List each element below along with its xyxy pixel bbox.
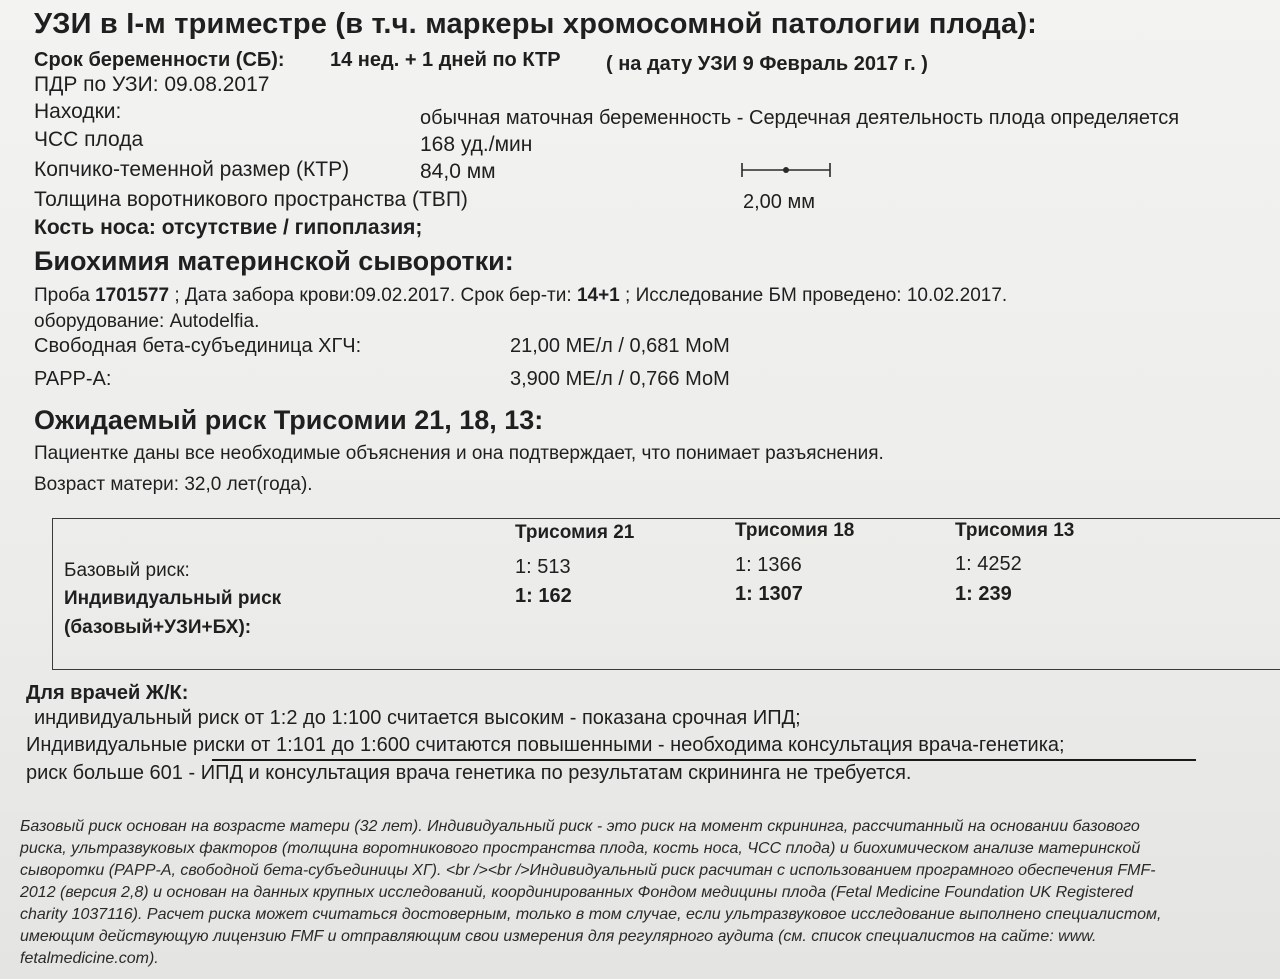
nt-label: Толщина воротникового пространства (ТВП) <box>34 188 468 211</box>
col-trisomy-18: Трисомия 18 <box>735 520 855 541</box>
risk-heading: Ожидаемый риск Трисомии 21, 18, 13: <box>34 405 544 435</box>
consent-line: Пациентке даны все необходимые объяснения и она подтверждает, что понимает разъяснения. <box>34 443 884 464</box>
individual-risk-sublabel: (базовый+УЗИ+БХ): <box>64 617 252 638</box>
sample-term: 14+1 <box>576 285 620 306</box>
footnote-line: имеющим действующую лицензию FMF и отправляющим свои измерения для регулярного аудита (см. список специалистов на сайте: www. <box>20 928 1097 945</box>
mother-age-line: Возраст матери: 32,0 лет(года). <box>34 474 313 495</box>
individual-risk-t21: 1: 162 <box>515 585 572 607</box>
footnote-line: 2012 (версия 2,8) и основан на данных крупных исследований, координированных Фондом медицины плода (Fetal Medicine Foundation UK Registered <box>20 884 1133 901</box>
biochem-heading: Биохимия материнской сыворотки: <box>34 246 514 276</box>
measurement-scale-icon <box>740 160 832 180</box>
footnote-line: fetalmedicine.com). <box>20 950 159 967</box>
fhr-value: 168 уд./мин <box>420 133 533 156</box>
sample-tail: ; Исследование БМ проведено: 10.02.2017. <box>619 285 1008 306</box>
gestation-value: 14 нед. + 1 дней по КТР <box>330 49 561 71</box>
hcg-label: Свободная бета-субъединица ХГЧ: <box>34 335 362 357</box>
nasal-bone-line: Кость носа: отсутствие / гипоплазия; <box>34 216 423 239</box>
sample-details: ; Дата забора крови:09.02.2017. Срок бер-ти: <box>169 285 577 306</box>
base-risk-t13: 1: 4252 <box>955 553 1022 575</box>
footnote-line: риска, ультразвуковых факторов (толщина воротникового пространства плода, кость носа, ЧСС плода) и биохимическом анализе материнской <box>20 840 1141 857</box>
footnote-line: Базовый риск основан на возрасте матери (32 лет). Индивидуальный риск - это риск на момент скрининга, рассчитанный на основании базового <box>20 818 1140 835</box>
doctors-line-high: индивидуальный риск от 1:2 до 1:100 считается высоким - показана срочная ИПД; <box>34 707 801 729</box>
nt-value: 2,00 мм <box>743 191 815 213</box>
sample-id: 1701577 <box>95 285 170 306</box>
finding-value: обычная маточная беременность - Сердечная деятельность плода определяется <box>420 107 1180 129</box>
base-risk-t21: 1: 513 <box>515 556 571 578</box>
fhr-label: ЧСС плода <box>34 128 144 151</box>
crl-value: 84,0 мм <box>420 160 496 183</box>
base-risk-label: Базовый риск: <box>64 560 190 581</box>
pappa-value: 3,900 МЕ/л / 0,766 МоМ <box>510 368 730 390</box>
footnote-line: charity 1037116). Расчет риска может считаться достоверным, только в том случае, если ультразвуковое исследование выполнено специалистом, <box>20 906 1162 923</box>
individual-risk-label: Индивидуальный риск <box>64 588 282 609</box>
equipment-line: оборудование: Autodelfia. <box>34 311 260 332</box>
hcg-value: 21,00 МЕ/л / 0,681 МоМ <box>510 335 730 357</box>
doctors-line-low: риск больше 601 - ИПД и консультация врача генетика по результатам скрининга не требуется. <box>26 762 912 784</box>
doctors-heading: Для врачей Ж/К: <box>26 682 189 704</box>
individual-risk-t13: 1: 239 <box>955 583 1012 605</box>
handwritten-underline <box>212 759 1196 761</box>
col-trisomy-13: Трисомия 13 <box>955 520 1075 541</box>
gestation-date-note: ( на дату УЗИ 9 Февраль 2017 г. ) <box>606 53 928 75</box>
sample-line <box>34 285 1007 307</box>
report-title: УЗИ в I-м триместре (в т.ч. маркеры хромосомной патологии плода): <box>34 8 1038 40</box>
gestation-label: Срок беременности (СБ): <box>34 49 285 71</box>
individual-risk-t18: 1: 1307 <box>735 583 803 605</box>
col-trisomy-21: Трисомия 21 <box>515 522 635 543</box>
pappa-label: PAPP-A: <box>34 368 112 390</box>
footnote-line: сыворотки (PAPP-A, свободной бета-субъединицы ХГ). <br /><br />Индивидуальный риск расчитан с использованием програмного обеспечения FMF- <box>20 862 1156 879</box>
pdr-line: ПДР по УЗИ: 09.08.2017 <box>34 73 270 96</box>
doctors-line-elevated: Индивидуальные риски от 1:101 до 1:600 считаются повышенными - необходима консультация врача-генетика; <box>26 734 1065 756</box>
sample-prefix: Проба <box>34 285 96 306</box>
base-risk-t18: 1: 1366 <box>735 554 802 576</box>
finding-label: Находки: <box>34 100 122 123</box>
crl-label: Копчико-теменной размер (КТР) <box>34 158 350 181</box>
